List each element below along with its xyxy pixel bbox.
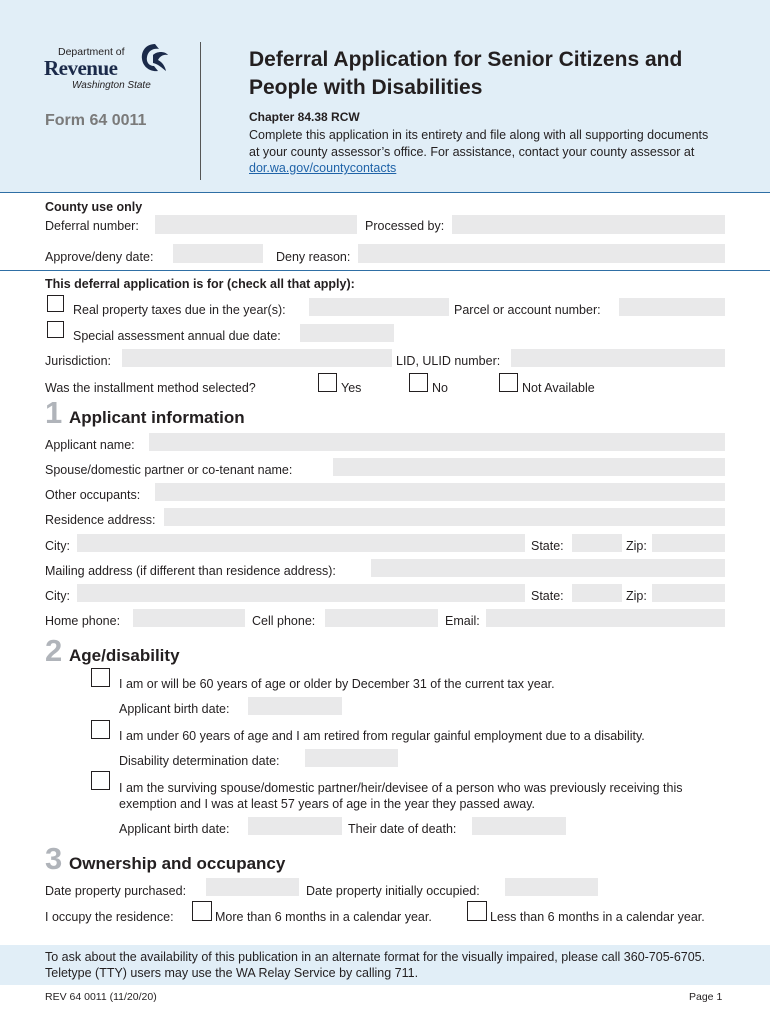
special-assessment-checkbox[interactable]	[47, 321, 64, 338]
section-3-number: 3	[45, 841, 63, 876]
special-assessment-date-field[interactable]	[300, 324, 394, 342]
jurisdiction-field[interactable]	[122, 349, 392, 367]
mailing-address-label: Mailing address (if different than residence address):	[45, 564, 336, 578]
installment-na-checkbox[interactable]	[499, 373, 518, 392]
real-property-label: Real property taxes due in the year(s):	[73, 303, 286, 317]
header-divider	[200, 42, 201, 180]
residence-address-field[interactable]	[164, 508, 725, 526]
mailing-zip-field[interactable]	[652, 584, 725, 602]
birth-date-field-1[interactable]	[248, 697, 342, 715]
less-than-6-months-label: Less than 6 months in a calendar year.	[490, 910, 705, 924]
real-property-checkbox[interactable]	[47, 295, 64, 312]
dor-logo	[44, 42, 174, 94]
disability-date-field[interactable]	[305, 749, 398, 767]
mailing-state-label: State:	[531, 589, 564, 603]
less-than-6-months-checkbox[interactable]	[467, 901, 487, 921]
zip-label: Zip:	[626, 539, 647, 553]
rev-number: REV 64 0011 (11/20/20)	[45, 991, 157, 1003]
tax-years-field[interactable]	[309, 298, 449, 316]
occupy-label: I occupy the residence:	[45, 910, 174, 924]
date-occupied-field[interactable]	[505, 878, 598, 896]
page-title: Deferral Application for Senior Citizens and People with Disabilities	[249, 48, 683, 99]
form-number: Form 64 0011	[45, 112, 147, 129]
section-1-title: Applicant information	[69, 408, 245, 427]
mailing-address-field[interactable]	[371, 559, 725, 577]
date-occupied-label: Date property initially occupied:	[306, 884, 480, 898]
home-phone-label: Home phone:	[45, 614, 121, 628]
lid-number-field[interactable]	[511, 349, 725, 367]
death-date-field[interactable]	[472, 817, 566, 835]
mailing-city-label: City:	[45, 589, 70, 603]
age-60-checkbox[interactable]	[91, 668, 110, 687]
installment-na-label: Not Available	[522, 381, 595, 395]
section-3-title: Ownership and occupancy	[69, 854, 286, 873]
birth-date-label-2: Applicant birth date:	[119, 822, 230, 836]
residence-address-label: Residence address:	[45, 513, 156, 527]
installment-yes-label: Yes	[341, 381, 362, 395]
applicant-name-field[interactable]	[149, 433, 725, 451]
special-assessment-label: Special assessment annual due date:	[73, 329, 281, 343]
county-section-divider	[0, 270, 770, 271]
birth-date-label-1: Applicant birth date:	[119, 702, 230, 716]
email-label: Email:	[445, 614, 480, 628]
age-60-label: I am or will be 60 years of age or older by December 31 of the current tax year.	[119, 677, 555, 691]
city-label: City:	[45, 539, 70, 553]
accessibility-notice: To ask about the availability of this publication in an alternate format for the visually impaired, please call 360-705-6705. Teletype (TTY) users may use the WA Relay Service by calling 711.	[45, 950, 706, 980]
disability-checkbox[interactable]	[91, 720, 110, 739]
installment-yes-checkbox[interactable]	[318, 373, 337, 392]
installment-no-label: No	[432, 381, 448, 395]
processed-by-field[interactable]	[452, 215, 725, 234]
parcel-label: Parcel or account number:	[454, 303, 601, 317]
date-purchased-field[interactable]	[206, 878, 299, 896]
surviving-spouse-checkbox[interactable]	[91, 771, 110, 790]
email-field[interactable]	[486, 609, 725, 627]
revenue-swoosh-icon	[140, 42, 170, 74]
more-than-6-months-label: More than 6 months in a calendar year.	[215, 910, 432, 924]
residence-state-field[interactable]	[572, 534, 622, 552]
surviving-spouse-label: I am the surviving spouse/domestic partner/heir/devisee of a person who was previously receiving this exemption and I was at least 57 years of age in the year they passed away.	[119, 781, 683, 811]
mailing-zip-label: Zip:	[626, 589, 647, 603]
disability-label: I am under 60 years of age and I am retired from regular gainful employment due to a disability.	[119, 729, 645, 743]
mailing-state-field[interactable]	[572, 584, 622, 602]
deny-reason-field[interactable]	[358, 244, 725, 263]
date-purchased-label: Date property purchased:	[45, 884, 187, 898]
installment-label: Was the installment method selected?	[45, 381, 256, 395]
approve-deny-date-field[interactable]	[173, 244, 263, 263]
section-2-number: 2	[45, 633, 63, 668]
logo-revenue-text: Revenue	[44, 56, 118, 80]
approve-deny-date-label: Approve/deny date:	[45, 250, 154, 264]
residence-zip-field[interactable]	[652, 534, 725, 552]
residence-city-field[interactable]	[77, 534, 525, 552]
processed-by-label: Processed by:	[365, 219, 445, 233]
section-2-title: Age/disability	[69, 646, 180, 665]
mailing-city-field[interactable]	[77, 584, 525, 602]
spouse-name-field[interactable]	[333, 458, 725, 476]
logo-dept-text: Department of	[58, 46, 125, 58]
cell-phone-label: Cell phone:	[252, 614, 316, 628]
disability-date-label: Disability determination date:	[119, 754, 280, 768]
state-label: State:	[531, 539, 564, 553]
more-than-6-months-checkbox[interactable]	[192, 901, 212, 921]
cell-phone-field[interactable]	[325, 609, 438, 627]
page-number: Page 1	[689, 991, 723, 1003]
chapter-reference: Chapter 84.38 RCW	[249, 110, 360, 124]
deny-reason-label: Deny reason:	[276, 250, 351, 264]
birth-date-field-2[interactable]	[248, 817, 342, 835]
jurisdiction-label: Jurisdiction:	[45, 354, 111, 368]
deferral-for-heading: This deferral application is for (check all that apply):	[45, 277, 355, 291]
section-1-number: 1	[45, 395, 63, 430]
installment-no-checkbox[interactable]	[409, 373, 428, 392]
county-contacts-link[interactable]: dor.wa.gov/countycontacts	[249, 161, 397, 175]
parcel-number-field[interactable]	[619, 298, 725, 316]
home-phone-field[interactable]	[133, 609, 245, 627]
county-use-heading: County use only	[45, 200, 143, 214]
deferral-number-label: Deferral number:	[45, 219, 139, 233]
other-occupants-field[interactable]	[155, 483, 725, 501]
death-date-label: Their date of death:	[348, 822, 457, 836]
other-occupants-label: Other occupants:	[45, 488, 141, 502]
intro-text: Complete this application in its entirety and file along with all supporting documents at your county assessor’s office. For assistance, contact your county assessor at dor.wa.gov/countycontacts	[249, 128, 709, 175]
lid-label: LID, ULID number:	[396, 354, 501, 368]
spouse-label: Spouse/domestic partner or co-tenant name:	[45, 463, 293, 477]
deferral-number-field[interactable]	[155, 215, 357, 234]
logo-state-text: Washington State	[72, 80, 151, 91]
applicant-name-label: Applicant name:	[45, 438, 135, 452]
